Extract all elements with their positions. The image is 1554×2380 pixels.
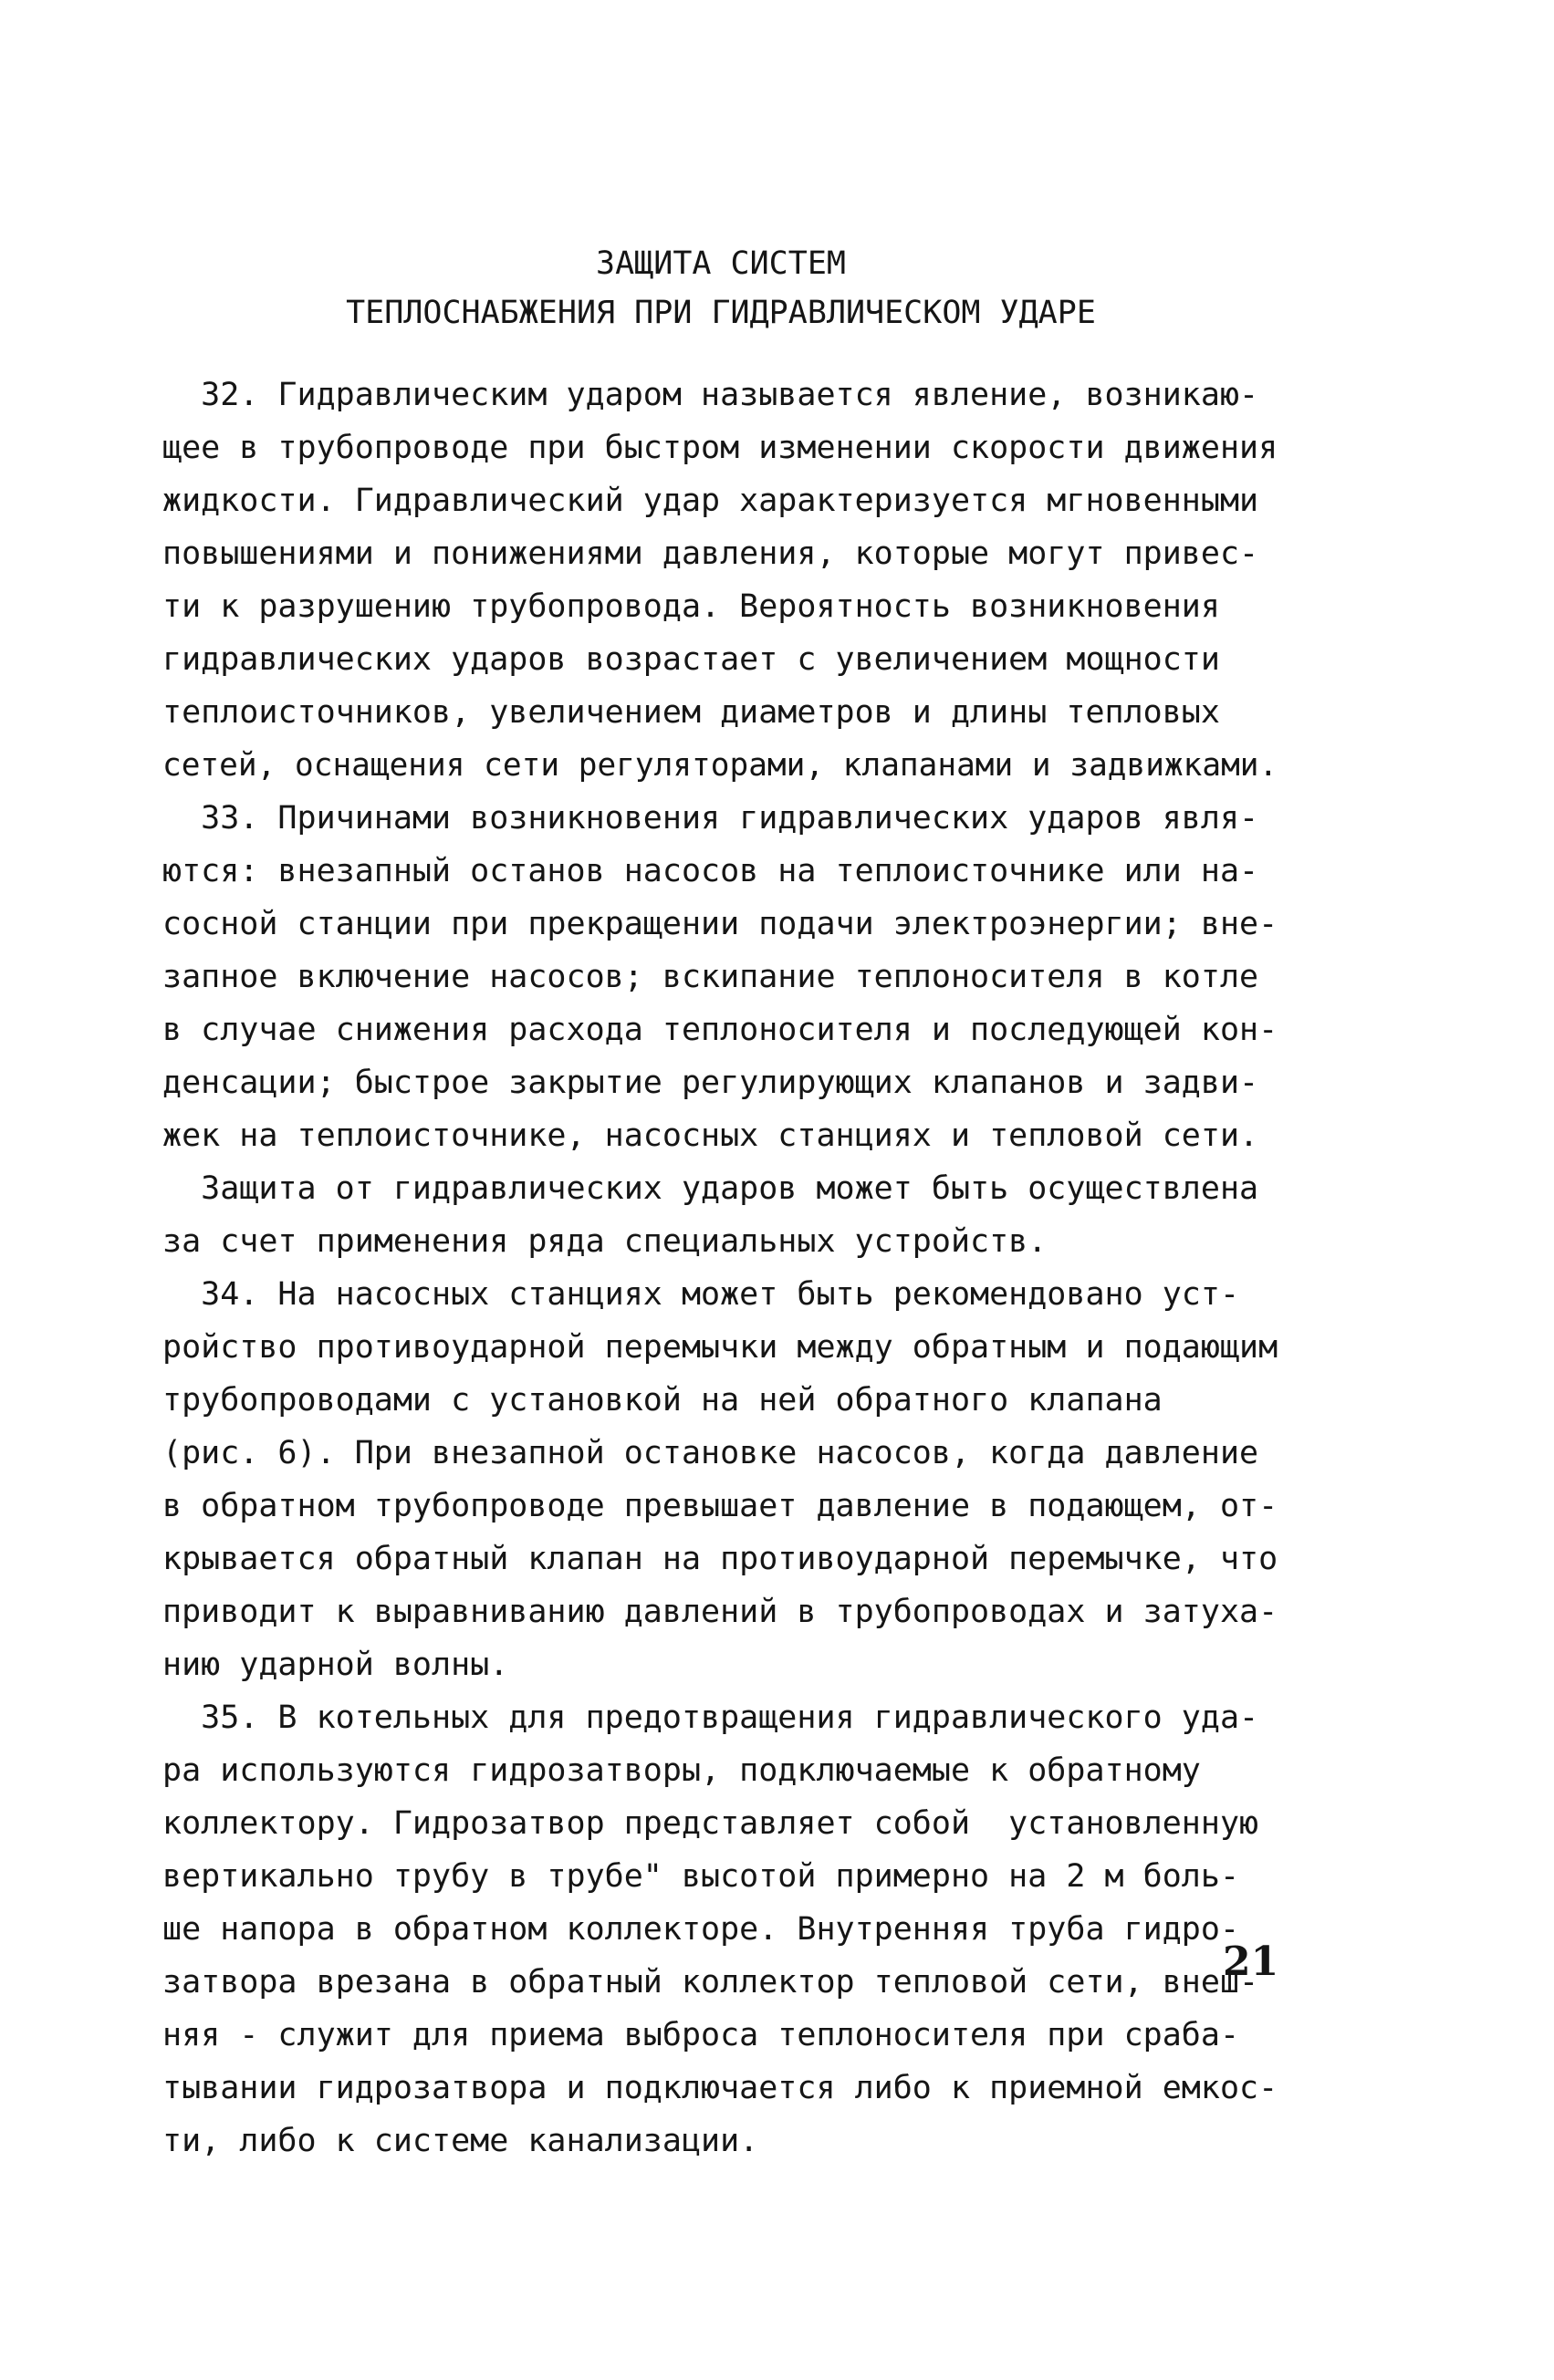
text-line: (рис. 6). При внезапной остановке насосов, когда давление — [162, 1435, 1259, 1471]
text-line: повышениями и понижениями давления, которые могут привес- — [162, 535, 1259, 572]
text-line: ройство противоударной перемычки между обратным и подающим — [162, 1329, 1278, 1366]
text-line: приводит к выравниванию давлений в трубопроводах и затуха- — [162, 1594, 1278, 1630]
text-line: 34. На насосных станциях может быть рекомендовано уст- — [162, 1276, 1240, 1313]
text-line: Защита от гидравлических ударов может быть осуществлена — [162, 1170, 1259, 1207]
body-text — [162, 369, 1278, 2167]
page-number: 21 — [1223, 1938, 1279, 1985]
text-line: 32. Гидравлическим ударом называется явление, возникаю- — [162, 377, 1259, 413]
text-line: денсации; быстрое закрытие регулирующих клапанов и задви- — [162, 1065, 1259, 1101]
text-line: ти к разрушению трубопровода. Вероятность возникновения — [162, 588, 1220, 625]
text-line: ше напора в обратном коллекторе. Внутренняя труба гидро- — [162, 1911, 1240, 1948]
text-line: няя - служит для приема выброса теплоносителя при сраба- — [162, 2017, 1240, 2053]
text-line: жек на теплоисточнике, насосных станциях и тепловой сети. — [162, 1117, 1259, 1154]
text-line: жидкости. Гидравлический удар характеризуется мгновенными — [162, 483, 1259, 519]
text-line: вертикально трубу в трубе" высотой примерно на 2 м боль- — [162, 1858, 1240, 1895]
text-line: ра используются гидрозатворы, подключаемые к обратному — [162, 1752, 1201, 1789]
text-line: 33. Причинами возникновения гидравлических ударов явля- — [162, 800, 1259, 837]
text-line: теплоисточников, увеличением диаметров и длины тепловых — [162, 694, 1220, 731]
title-line-2: ТЕПЛОСНАБЖЕНИЯ ПРИ ГИДРАВЛИЧЕСКОМ УДАРЕ — [346, 295, 1096, 331]
text-line: ются: внезапный останов насосов на теплоисточнике или на- — [162, 853, 1259, 889]
text-line: сосной станции при прекращении подачи электроэнергии; вне- — [162, 906, 1278, 942]
text-line: 35. В котельных для предотвращения гидравлического уда- — [162, 1699, 1259, 1736]
text-line: нию ударной волны. — [162, 1647, 509, 1683]
title-line-1: ЗАЩИТА СИСТЕМ — [596, 245, 846, 282]
text-line: тывании гидрозатвора и подключается либо к приемной емкос- — [162, 2070, 1278, 2106]
text-line: запное включение насосов; вскипание теплоносителя в котле — [162, 959, 1259, 995]
text-line: ти, либо к системе канализации. — [162, 2123, 759, 2159]
text-line: за счет применения ряда специальных устройств. — [162, 1223, 1048, 1260]
text-line: крывается обратный клапан на противоударной перемычке, что — [162, 1541, 1278, 1577]
text-line: в обратном трубопроводе превышает давление в подающем, от- — [162, 1488, 1278, 1524]
text-line: щее в трубопроводе при быстром изменении скорости движения — [162, 430, 1278, 466]
text-line: сетей, оснащения сети регуляторами, клапанами и задвижками. — [162, 747, 1278, 784]
text-line: гидравлических ударов возрастает с увеличением мощности — [162, 641, 1220, 678]
text-line: в случае снижения расхода теплоносителя и последующей кон- — [162, 1012, 1278, 1048]
text-line: коллектору. Гидрозатвор представляет собой установленную — [162, 1805, 1259, 1842]
section-title — [164, 239, 1278, 338]
text-line: затвора врезана в обратный коллектор тепловой сети, внеш- — [162, 1964, 1259, 2001]
text-line: трубопроводами с установкой на ней обратного клапана — [162, 1382, 1163, 1419]
